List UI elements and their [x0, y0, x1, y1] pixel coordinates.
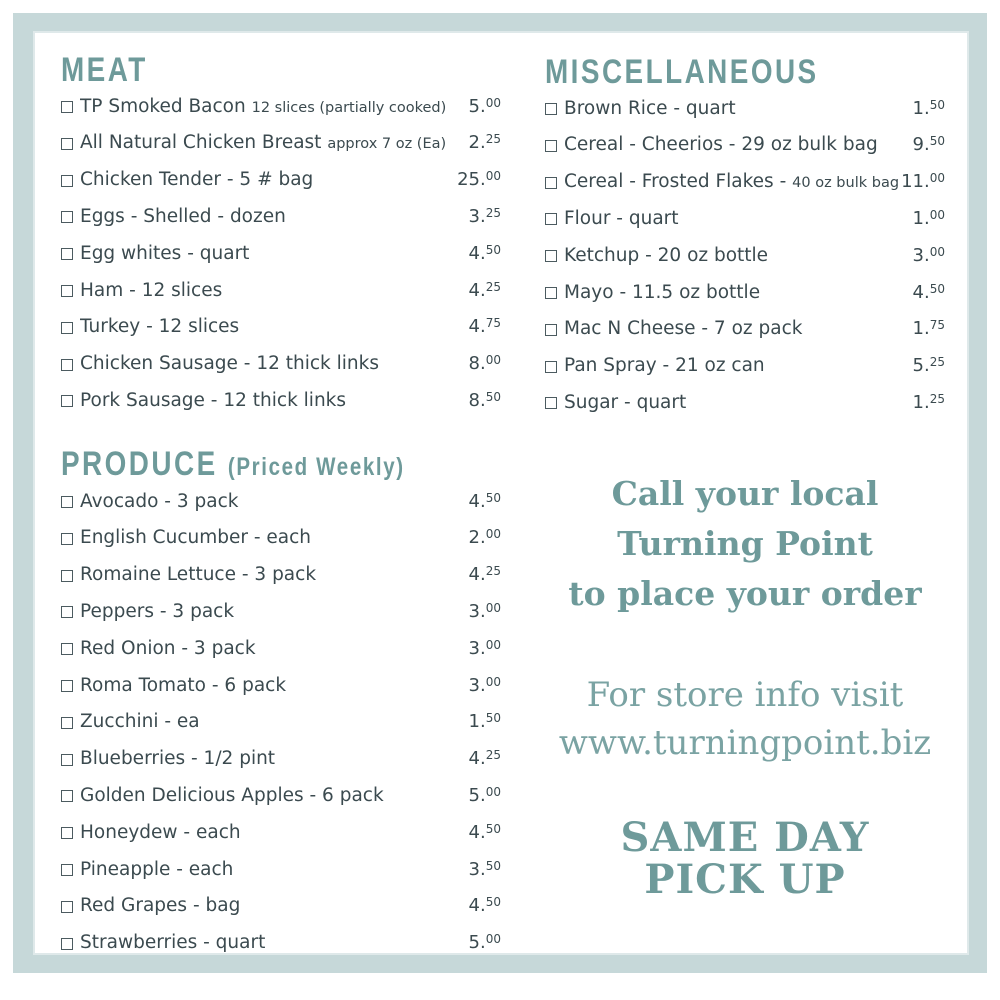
price-dollars: 2. [468, 132, 486, 154]
item-price [469, 932, 501, 953]
list-item [61, 312, 501, 342]
item-name-text: Chicken Sausage - 12 thick links [80, 353, 379, 375]
list-item [545, 240, 945, 270]
item-name-text: Peppers - 3 pack [80, 600, 235, 622]
item-name-text: Cereal - Frosted Flakes - [564, 171, 787, 193]
checkbox[interactable] [61, 864, 73, 876]
checkbox[interactable] [545, 177, 557, 189]
price-cents: 50 [929, 134, 945, 149]
price-cents: 00 [485, 637, 501, 652]
item-name [80, 785, 469, 806]
list-item [61, 275, 501, 305]
price-cents: 00 [929, 244, 945, 259]
item-name [564, 98, 913, 119]
item-name [564, 208, 913, 229]
item-name-text: Blueberries - 1/2 pint [80, 748, 276, 770]
produce-title [61, 445, 405, 484]
checkbox[interactable] [61, 754, 73, 766]
call-to-order [545, 469, 945, 619]
list-item [61, 780, 501, 810]
item-name [564, 282, 913, 303]
item-name-text: Flour - quart [564, 207, 679, 229]
item-name [80, 675, 469, 696]
list-item [545, 93, 945, 123]
item-price [469, 491, 501, 512]
price-dollars: 1. [912, 318, 930, 340]
price-dollars: 25. [457, 169, 486, 191]
price-dollars: 2. [468, 527, 486, 549]
price-cents: 50 [485, 711, 501, 726]
price-cents: 50 [485, 242, 501, 257]
item-name [564, 245, 913, 266]
checkbox[interactable] [61, 680, 73, 692]
checkbox[interactable] [61, 901, 73, 913]
price-cents: 00 [929, 171, 945, 186]
item-price [469, 316, 501, 337]
list-item [61, 91, 501, 121]
item-name [80, 527, 469, 548]
produce-subtitle: (Priced Weekly) [227, 453, 405, 481]
price-dollars: 4. [468, 564, 486, 586]
item-price [469, 675, 501, 696]
item-price [469, 638, 501, 659]
list-item [545, 277, 945, 307]
list-item [545, 203, 945, 233]
item-price [913, 318, 945, 339]
item-price [469, 527, 501, 548]
list-item [545, 351, 945, 381]
item-price [469, 601, 501, 622]
item-price [469, 822, 501, 843]
store-info-line: For store info visit [586, 675, 904, 715]
checkbox[interactable] [61, 790, 73, 802]
checkbox[interactable] [545, 324, 557, 336]
price-cents: 50 [929, 281, 945, 296]
price-cents: 50 [485, 389, 501, 404]
list-item [61, 928, 501, 958]
meat-title: MEAT [61, 51, 148, 89]
list-item [545, 167, 945, 197]
price-cents: 00 [485, 527, 501, 542]
checkbox[interactable] [61, 717, 73, 729]
item-name [80, 132, 469, 153]
call-line: Turning Point [617, 524, 873, 563]
item-price [913, 245, 945, 266]
checkbox[interactable] [61, 938, 73, 950]
checkbox[interactable] [61, 248, 73, 260]
call-line: Call your local [611, 474, 879, 513]
checkbox[interactable] [61, 643, 73, 655]
item-note: 40 oz bulk bag [792, 175, 900, 192]
item-price [469, 280, 501, 301]
item-price [469, 564, 501, 585]
item-price [913, 134, 945, 155]
item-name-text: English Cucumber - each [80, 527, 312, 549]
item-price [469, 390, 501, 411]
item-name [564, 134, 913, 155]
item-name [80, 564, 469, 585]
price-cents: 50 [485, 858, 501, 873]
checkbox[interactable] [61, 395, 73, 407]
item-name-text: Honeydew - each [80, 821, 241, 843]
checkbox[interactable] [61, 827, 73, 839]
price-dollars: 5. [468, 784, 486, 806]
price-dollars: 9. [912, 134, 930, 156]
checkbox[interactable] [61, 359, 73, 371]
item-price [913, 355, 945, 376]
checkbox[interactable] [545, 213, 557, 225]
price-dollars: 4. [468, 821, 486, 843]
price-cents: 50 [485, 490, 501, 505]
item-name [80, 96, 469, 117]
price-dollars: 4. [912, 281, 930, 303]
price-dollars: 4. [468, 748, 486, 770]
item-price [457, 169, 501, 190]
item-price [469, 711, 501, 732]
item-name-text: TP Smoked Bacon [80, 95, 246, 117]
item-name-text: Mac N Cheese - 7 oz pack [564, 318, 803, 340]
item-name-text: Cereal - Cheerios - 29 oz bulk bag [564, 134, 878, 156]
price-dollars: 1. [912, 97, 930, 119]
item-price [913, 98, 945, 119]
item-name [564, 171, 901, 192]
pickup-line: PICK UP [644, 856, 846, 903]
item-name-text: Golden Delicious Apples - 6 pack [80, 784, 384, 806]
checkbox[interactable] [61, 496, 73, 508]
item-price [469, 206, 501, 227]
item-name [80, 859, 469, 880]
item-name [80, 280, 469, 301]
price-cents: 50 [485, 895, 501, 910]
item-name-text: Red Onion - 3 pack [80, 637, 256, 659]
item-name [80, 243, 469, 264]
item-name-text: All Natural Chicken Breast [80, 132, 322, 154]
checkbox[interactable] [545, 287, 557, 299]
checkbox[interactable] [61, 570, 73, 582]
list-item [545, 314, 945, 344]
price-cents: 25 [485, 132, 501, 147]
list-item [61, 128, 501, 158]
item-price [469, 132, 501, 153]
price-dollars: 4. [468, 316, 486, 338]
list-item [61, 817, 501, 847]
item-name [564, 318, 913, 339]
price-dollars: 4. [468, 490, 486, 512]
list-item [61, 633, 501, 663]
list-item [61, 486, 501, 516]
price-dollars: 1. [912, 207, 930, 229]
list-item [61, 523, 501, 553]
item-name-text: Roma Tomato - 6 pack [80, 674, 287, 696]
item-name [80, 169, 457, 190]
price-dollars: 4. [468, 895, 486, 917]
price-cents: 00 [485, 674, 501, 689]
price-cents: 75 [485, 316, 501, 331]
item-price [469, 96, 501, 117]
item-name-text: Sugar - quart [564, 391, 687, 413]
list-item [61, 854, 501, 884]
item-name [80, 932, 469, 953]
list-item [61, 201, 501, 231]
price-dollars: 5. [912, 355, 930, 377]
same-day-pickup [545, 814, 945, 903]
store-info [545, 671, 945, 767]
item-price [469, 859, 501, 880]
item-name [80, 316, 469, 337]
price-dollars: 11. [901, 171, 930, 193]
price-dollars: 5. [468, 95, 486, 117]
list-item [61, 238, 501, 268]
list-item [61, 385, 501, 415]
price-cents: 00 [485, 784, 501, 799]
checkbox[interactable] [61, 322, 73, 334]
price-cents: 25 [929, 391, 945, 406]
item-name-text: Avocado - 3 pack [80, 490, 239, 512]
checkbox[interactable] [61, 138, 73, 150]
price-dollars: 4. [468, 242, 486, 264]
list-item [545, 130, 945, 160]
checkbox[interactable] [545, 140, 557, 152]
item-price [913, 208, 945, 229]
item-name [80, 353, 469, 374]
item-price [901, 171, 945, 192]
item-name [80, 601, 469, 622]
list-item [61, 349, 501, 379]
item-name-text: Egg whites - quart [80, 242, 250, 264]
price-cents: 00 [485, 600, 501, 615]
item-price [469, 895, 501, 916]
item-price [469, 748, 501, 769]
checkbox[interactable] [61, 211, 73, 223]
price-dollars: 4. [468, 279, 486, 301]
price-cents: 00 [485, 169, 501, 184]
item-name-text: Red Grapes - bag [80, 895, 241, 917]
list-item [61, 707, 501, 737]
price-cents: 25 [485, 279, 501, 294]
price-cents: 00 [485, 95, 501, 110]
price-dollars: 3. [912, 244, 930, 266]
store-info-url[interactable]: www.turningpoint.biz [558, 723, 932, 763]
price-dollars: 1. [912, 391, 930, 413]
item-note: 12 slices (partially cooked) [251, 99, 447, 116]
price-dollars: 8. [468, 353, 486, 375]
item-name-text: Pan Spray - 21 oz can [564, 355, 765, 377]
price-dollars: 3. [468, 858, 486, 880]
item-name [564, 392, 913, 413]
checkbox[interactable] [545, 361, 557, 373]
checkbox[interactable] [545, 103, 557, 115]
list-item [61, 744, 501, 774]
price-dollars: 3. [468, 205, 486, 227]
item-name [564, 355, 913, 376]
item-name-text: Romaine Lettuce - 3 pack [80, 564, 317, 586]
call-line: to place your order [568, 574, 922, 613]
item-name [80, 390, 469, 411]
item-name-text: Zucchini - ea [80, 711, 200, 733]
item-name-text: Brown Rice - quart [564, 97, 736, 119]
price-cents: 50 [485, 821, 501, 836]
list-item [61, 891, 501, 921]
list-item [61, 670, 501, 700]
item-name-text: Pineapple - each [80, 858, 234, 880]
price-cents: 50 [929, 97, 945, 112]
item-name [80, 491, 469, 512]
item-name-text: Turkey - 12 slices [80, 316, 240, 338]
item-name [80, 895, 469, 916]
price-cents: 75 [929, 318, 945, 333]
item-price [913, 282, 945, 303]
checkbox[interactable] [545, 250, 557, 262]
price-cents: 25 [485, 205, 501, 220]
item-note: approx 7 oz (Ea) [327, 136, 447, 153]
item-price [913, 392, 945, 413]
list-item [61, 165, 501, 195]
price-cents: 00 [485, 932, 501, 947]
checkbox[interactable] [61, 533, 73, 545]
menu-panel [33, 31, 969, 955]
item-name-text: Ham - 12 slices [80, 279, 223, 301]
item-price [469, 785, 501, 806]
price-dollars: 1. [468, 711, 486, 733]
price-dollars: 5. [468, 932, 486, 954]
item-name-text: Ketchup - 20 oz bottle [564, 244, 769, 266]
item-name-text: Chicken Tender - 5 # bag [80, 169, 314, 191]
item-name-text: Strawberries - quart [80, 932, 266, 954]
checkbox[interactable] [545, 397, 557, 409]
item-price [469, 243, 501, 264]
price-dollars: 3. [468, 674, 486, 696]
price-dollars: 3. [468, 600, 486, 622]
price-cents: 25 [485, 564, 501, 579]
price-cents: 25 [929, 355, 945, 370]
produce-title-main: PRODUCE [61, 445, 218, 483]
checkbox[interactable] [61, 606, 73, 618]
item-name-text: Pork Sausage - 12 thick links [80, 389, 347, 411]
item-name [80, 711, 469, 732]
list-item [61, 560, 501, 590]
menu-frame [13, 13, 987, 973]
price-cents: 00 [929, 207, 945, 222]
list-item [545, 387, 945, 417]
item-name [80, 748, 469, 769]
checkbox[interactable] [61, 175, 73, 187]
price-dollars: 3. [468, 637, 486, 659]
pickup-line: SAME DAY [620, 814, 870, 861]
misc-title: MISCELLANEOUS [545, 53, 819, 91]
checkbox[interactable] [61, 101, 73, 113]
item-name [80, 206, 469, 227]
item-price [469, 353, 501, 374]
price-cents: 00 [485, 353, 501, 368]
price-cents: 25 [485, 748, 501, 763]
checkbox[interactable] [61, 285, 73, 297]
list-item [61, 596, 501, 626]
price-dollars: 8. [468, 389, 486, 411]
item-name [80, 822, 469, 843]
item-name-text: Eggs - Shelled - dozen [80, 205, 286, 227]
item-name-text: Mayo - 11.5 oz bottle [564, 281, 761, 303]
item-name [80, 638, 469, 659]
